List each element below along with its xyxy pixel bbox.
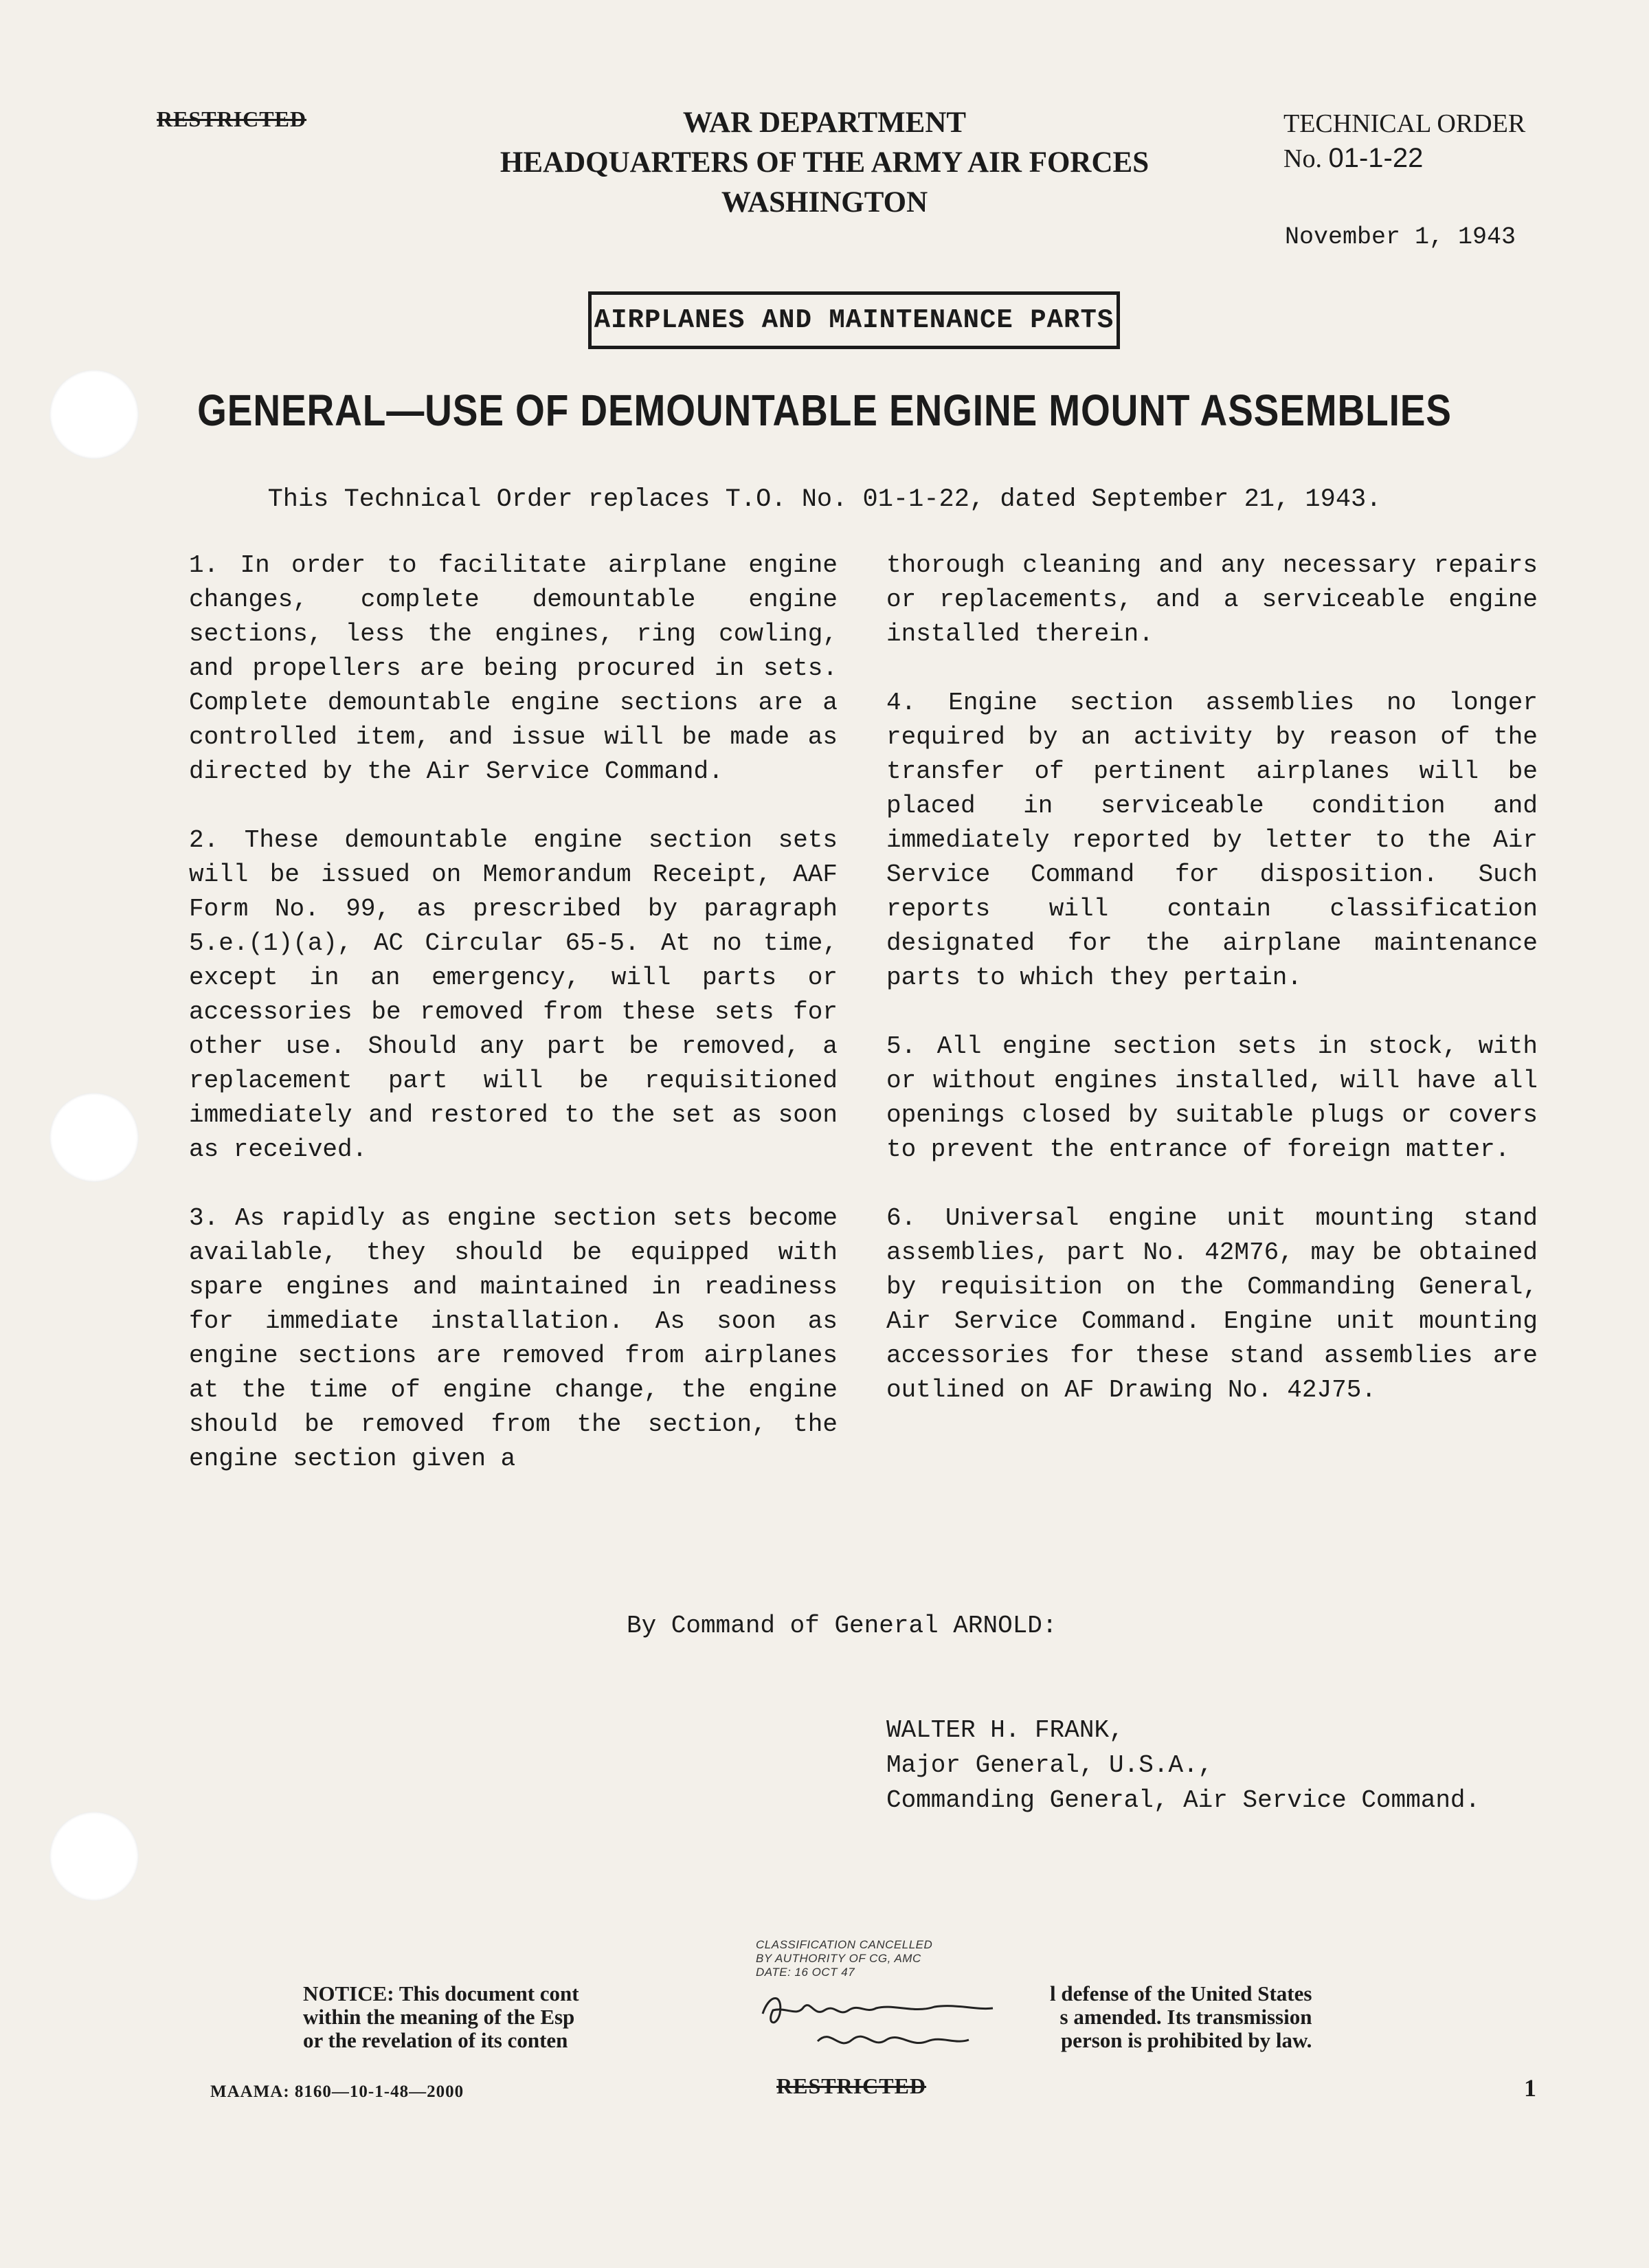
category-box (588, 291, 1120, 349)
notice-line: NOTICE: This document cont (303, 1981, 579, 2005)
handwritten-signature (756, 1986, 1003, 2062)
paragraph-2: 2. These demountable engine section sets will be issued on Memorandum Receipt, AAF Form No. 99, as prescribed by paragraph 5.e.(1)(a), AC Circular 65-5. At no time, except in an emergency, will parts or accessories be removed from these sets for other use. Should any part be removed, a replacement part will be requisitioned immediately and restored to the set as soon as received. (189, 826, 838, 1164)
right-column (886, 548, 1538, 1442)
notice-line: or the revelation of its conten (303, 2028, 568, 2052)
signatory-rank: Major General, U.S.A., (886, 1751, 1213, 1779)
document-title: GENERAL—USE OF DEMOUNTABLE ENGINE MOUNT ASSEMBLIES (197, 386, 1452, 435)
paragraph-1: 1. In order to facilitate airplane engine changes, complete demountable engine sections, less the engines, ring cowling, and propellers are being procured in sets. Complete demountable engine sections are a controlled item, and issue will be made as directed by the Air Service Command. (189, 551, 838, 786)
paragraph-6: 6. Universal engine unit mounting stand assemblies, part No. 42M76, may be obtained by requisition on the Commanding General, Air Service Command. Engine unit mounting accessories for these stand assemblies are outlined on AF Drawing No. 42J75. (886, 1204, 1538, 1404)
stamp-line-3: DATE: 16 OCT 47 (756, 1966, 855, 1979)
technical-order-label: TECHNICAL ORDER (1283, 109, 1526, 138)
signatory-name: WALTER H. FRANK, (886, 1716, 1124, 1744)
notice-line: within the meaning of the Esp (303, 2005, 575, 2029)
print-code: MAAMA: 8160—10-1-48—2000 (210, 2082, 464, 2101)
headquarters-line: HEADQUARTERS OF THE ARMY AIR FORCES (500, 146, 1149, 179)
paragraph-3-part-2: thorough cleaning and any necessary repairs or replacements, and a serviceable engine installed therein. (886, 551, 1538, 648)
technical-order-number-line (1283, 141, 1525, 176)
paragraph-3-part-1: 3. As rapidly as engine section sets become available, they should be equipped with spare engines and maintained in readiness for immediate installation. As soon as engine sections are removed from airplanes at the time of engine change, the engine should be removed from the section, the engine section given a (189, 1204, 838, 1473)
category-label: AIRPLANES AND MAINTENANCE PARTS (594, 305, 1114, 335)
notice-line: person is prohibited by law. (1060, 2028, 1312, 2052)
stamp-line-2: BY AUTHORITY OF CG, AMC (756, 1952, 921, 1965)
punch-hole (49, 1093, 139, 1182)
signatory-position: Commanding General, Air Service Command. (886, 1786, 1481, 1814)
stamp-line-1: CLASSIFICATION CANCELLED (756, 1938, 933, 1951)
location-line: WASHINGTON (721, 186, 928, 219)
restricted-marking-bottom: RESTRICTED (776, 2074, 927, 2098)
paragraph-4: 4. Engine section assemblies no longer required by an activity by reason of the transfer of pertinent airplanes will be placed in serviceable condition and immediately reported by letter to the Air Service Command for disposition. Such reports will contain classification designated for the airplane maintenance parts to which they pertain. (886, 689, 1538, 992)
technical-order-block (1283, 107, 1525, 176)
signature-block (886, 1713, 1480, 1818)
number-label: No. (1283, 144, 1322, 173)
supersedes-note: This Technical Order replaces T.O. No. 01-1-22, dated September 21, 1943. (267, 485, 1382, 514)
by-command-line: By Command of General ARNOLD: (627, 1612, 1057, 1640)
left-column (189, 548, 838, 1476)
punch-hole (49, 1812, 139, 1901)
issue-date: November 1, 1943 (1285, 223, 1516, 251)
notice-left (303, 1982, 579, 2052)
department-line: WAR DEPARTMENT (682, 107, 967, 139)
paragraph-5: 5. All engine section sets in stock, with or without engines installed, will have all openings closed by suitable plugs or covers to prevent the entrance of foreign matter. (886, 1032, 1538, 1164)
declassification-stamp (756, 1938, 1017, 1979)
page-number: 1 (1524, 2074, 1536, 2102)
restricted-marking-top: RESTRICTED (157, 107, 307, 131)
technical-order-number: 01-1-22 (1328, 143, 1424, 173)
notice-right (1050, 1982, 1312, 2052)
notice-line: l defense of the United States (1050, 1981, 1312, 2005)
notice-line: s amended. Its transmission (1059, 2005, 1312, 2029)
